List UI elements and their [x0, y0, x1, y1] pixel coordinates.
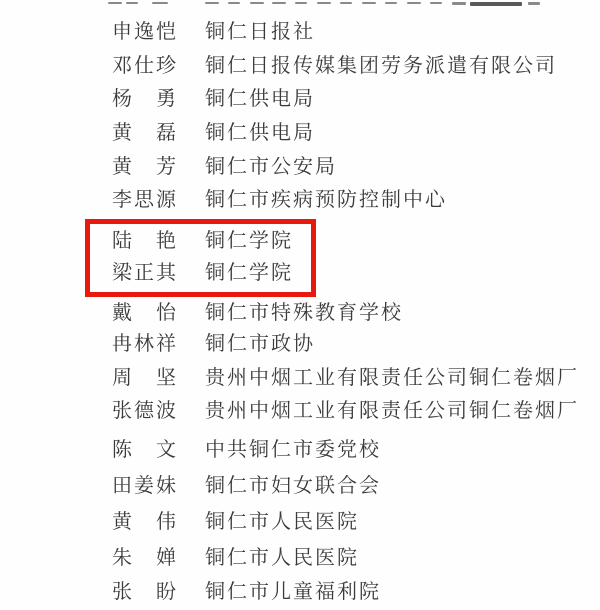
person-name: 申逸恺 — [112, 21, 178, 43]
person-name: 黄 磊 — [112, 122, 178, 144]
organization-name: 中共铜仁市委党校 — [205, 439, 381, 461]
person-name: 陈 文 — [112, 439, 178, 461]
roster-row — [0, 186, 447, 214]
organization-name: 贵州中烟工业有限责任公司铜仁卷烟厂 — [205, 400, 579, 422]
clipped-text-fragment — [205, 2, 219, 4]
clipped-text-fragment — [340, 2, 352, 4]
clipped-text-fragment — [228, 2, 240, 4]
clipped-text-fragment — [430, 2, 442, 4]
clipped-text-fragment — [452, 2, 466, 5]
organization-name: 铜仁供电局 — [205, 88, 315, 110]
roster-row — [0, 578, 381, 606]
person-name: 田姜妹 — [112, 475, 178, 497]
clipped-text-fragment — [317, 2, 331, 4]
organization-name: 铜仁供电局 — [205, 122, 315, 144]
organization-name: 铜仁市人民医院 — [205, 511, 359, 533]
organization-name: 铜仁市疾病预防控制中心 — [205, 189, 447, 211]
person-name: 周 坚 — [112, 367, 178, 389]
organization-name: 铜仁市妇女联合会 — [205, 475, 381, 497]
roster-row — [0, 472, 381, 500]
person-name: 戴 怡 — [112, 302, 178, 324]
roster-row — [0, 299, 403, 327]
person-name: 朱 婵 — [112, 547, 178, 569]
organization-name: 贵州中烟工业有限责任公司铜仁卷烟厂 — [205, 367, 579, 389]
organization-name: 铜仁日报传媒集团劳务派遣有限公司 — [205, 55, 557, 77]
roster-row — [0, 397, 579, 425]
person-name: 张 盼 — [112, 581, 178, 603]
roster-row — [0, 364, 579, 392]
roster-row — [0, 259, 293, 287]
clipped-text-fragment — [528, 2, 540, 5]
clipped-text-fragment — [385, 2, 397, 4]
roster-row — [0, 330, 315, 358]
organization-name: 铜仁学院 — [205, 262, 293, 284]
person-name: 梁正其 — [112, 262, 178, 284]
clipped-text-fragment — [250, 2, 264, 4]
clipped-top-row — [0, 0, 600, 8]
clipped-text-fragment — [470, 2, 522, 6]
organization-name: 铜仁市公安局 — [205, 156, 337, 178]
clipped-text-fragment — [126, 2, 138, 4]
person-name: 陆 艳 — [112, 230, 178, 252]
organization-name: 铜仁市儿童福利院 — [205, 581, 381, 603]
roster-row — [0, 119, 315, 147]
clipped-text-fragment — [272, 2, 286, 4]
roster-row — [0, 18, 315, 46]
clipped-text-fragment — [152, 2, 168, 4]
organization-name: 铜仁市特殊教育学校 — [205, 302, 403, 324]
organization-name: 铜仁市人民医院 — [205, 547, 359, 569]
organization-name: 铜仁市政协 — [205, 333, 315, 355]
clipped-text-fragment — [362, 2, 376, 4]
organization-name: 铜仁日报社 — [205, 21, 315, 43]
roster-row — [0, 436, 381, 464]
clipped-text-fragment — [295, 2, 307, 4]
roster-row — [0, 52, 557, 80]
person-name: 杨 勇 — [112, 88, 178, 110]
roster-row — [0, 544, 359, 572]
person-name: 冉林祥 — [112, 333, 178, 355]
person-name: 黄 伟 — [112, 511, 178, 533]
clipped-text-fragment — [108, 2, 122, 4]
person-name: 黄 芳 — [112, 156, 178, 178]
organization-name: 铜仁学院 — [205, 230, 293, 252]
person-name: 李思源 — [112, 189, 178, 211]
clipped-text-fragment — [407, 2, 421, 4]
roster-row — [0, 153, 337, 181]
roster-row — [0, 85, 315, 113]
roster-row — [0, 227, 293, 255]
person-name: 邓仕珍 — [112, 55, 178, 77]
person-name: 张德波 — [112, 400, 178, 422]
roster-row — [0, 508, 359, 536]
